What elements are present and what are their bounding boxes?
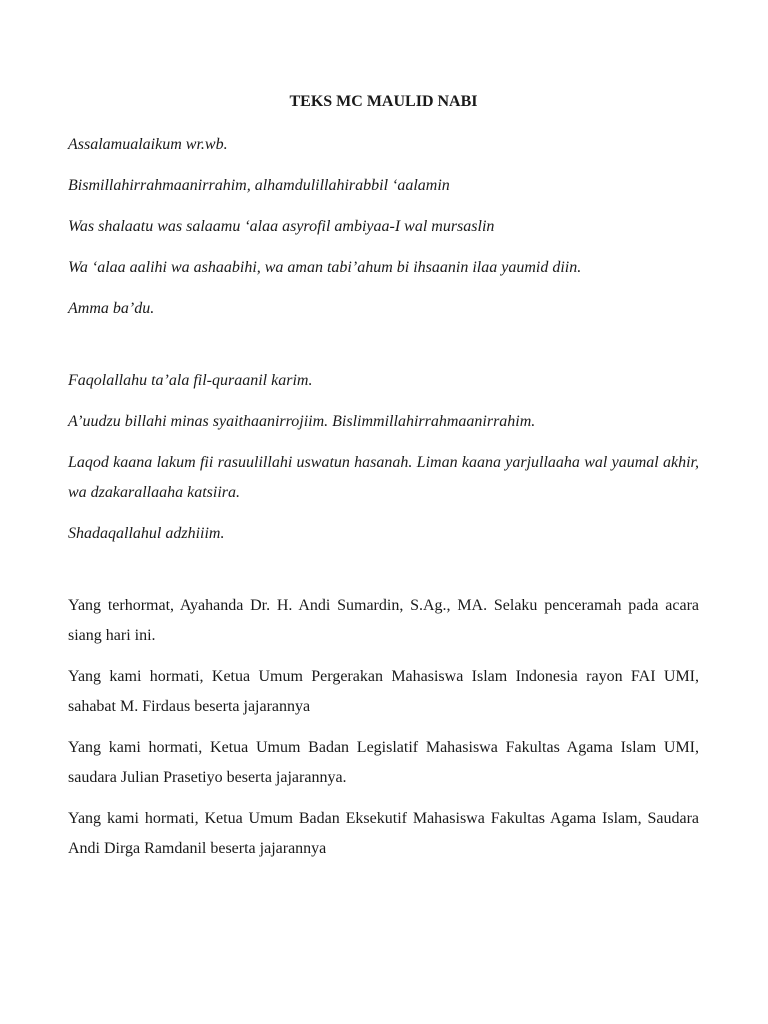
greeting-paragraph: Yang kami hormati, Ketua Umum Badan Eksekutif Mahasiswa Fakultas Agama Islam, Saudara Andi Dirga Ramdanil beserta jajarannya [68,810,699,857]
section-spacer [68,560,699,591]
quran-line: Shadaqallahul adzhiiim. [68,525,225,542]
opening-line: Was shalaatu was salaamu ‘alaa asyrofil ambiyaa-I wal mursaslin [68,218,495,235]
section-spacer [68,335,699,366]
greeting-paragraph: Yang kami hormati, Ketua Umum Badan Legislatif Mahasiswa Fakultas Agama Islam UMI, saudara Julian Prasetiyo beserta jajarannya. [68,739,699,786]
greeting-paragraph: Yang terhormat, Ayahanda Dr. H. Andi Sumardin, S.Ag., MA. Selaku penceramah pada acara siang hari ini. [68,597,699,644]
document-title: TEKS MC MAULID NABI [289,93,478,110]
greetings-section [68,591,699,864]
opening-line: Wa ‘alaa aalihi wa ashaabihi, wa aman tabi’ahum bi ihsaanin ilaa yaumid diin. [68,259,582,276]
quran-line: Laqod kaana lakum fii rasuulillahi uswatun hasanah. Liman kaana yarjullaaha wal yaumal akhir, wa dzakarallaaha katsiira. [68,454,699,501]
quran-line: A’uudzu billahi minas syaithaanirrojiim. Bislimmillahirrahmaanirrahim. [68,413,536,430]
quran-section [68,366,699,549]
opening-section [68,130,699,324]
opening-line: Assalamualaikum wr.wb. [68,136,228,153]
opening-line: Bismillahirrahmaanirrahim, alhamdulillahirabbil ‘aalamin [68,177,450,194]
quran-line: Faqolallahu ta’ala fil-quraanil karim. [68,372,313,389]
greeting-paragraph: Yang kami hormati, Ketua Umum Pergerakan Mahasiswa Islam Indonesia rayon FAI UMI, sahabat M. Firdaus beserta jajarannya [68,668,699,715]
opening-line: Amma ba’du. [68,300,155,317]
